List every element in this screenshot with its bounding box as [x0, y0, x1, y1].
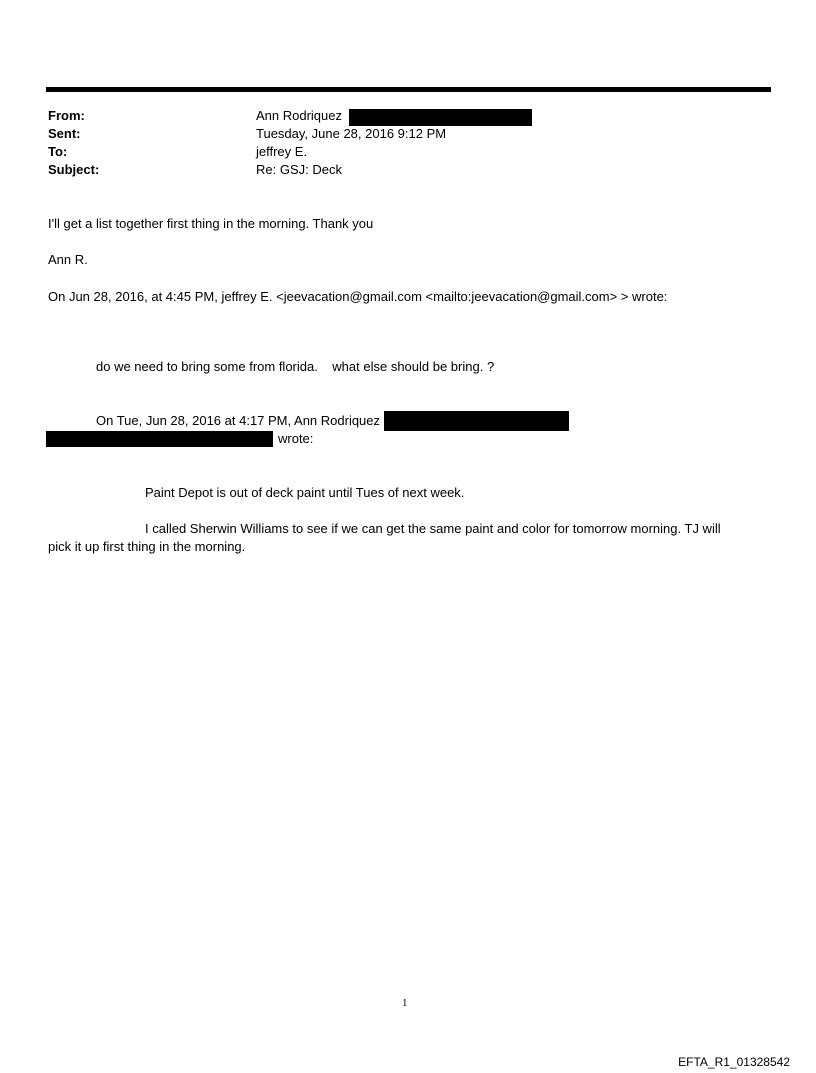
quote1-text: do we need to bring some from florida. what else should be bring. ? — [96, 359, 495, 374]
quote2-line2a: I called Sherwin Williams to see if we can get the same paint and color for tomorrow morning. TJ will — [145, 521, 721, 536]
subject-value: Re: GSJ: Deck — [256, 162, 342, 177]
quote2-line1: Paint Depot is out of deck paint until Tues of next week. — [145, 485, 465, 500]
from-value: Ann Rodriquez — [256, 108, 342, 123]
to-value: jeffrey E. — [256, 144, 308, 159]
quote2-header: On Tue, Jun 28, 2016 at 4:17 PM, Ann Rodriquez — [96, 413, 381, 428]
redaction-quote2-email-part1 — [384, 411, 569, 431]
sent-value: Tuesday, June 28, 2016 9:12 PM — [256, 126, 447, 141]
from-label: From: — [48, 108, 85, 123]
subject-label: Subject: — [48, 162, 100, 177]
redaction-from-email — [349, 109, 532, 126]
sent-label: Sent: — [48, 126, 81, 141]
page-number: 1 — [402, 997, 408, 1009]
header-divider-rule — [46, 87, 771, 92]
to-label: To: — [48, 144, 68, 159]
quote1-header: On Jun 28, 2016, at 4:45 PM, jeffrey E. <jeevacation@gmail.com <mailto:jeevacation@gmail.com> > wrote: — [48, 289, 668, 304]
quote2-line2b: pick it up first thing in the morning. — [48, 539, 246, 554]
redaction-quote2-email-part2 — [46, 431, 273, 447]
quote2-header-end: wrote: — [278, 431, 314, 446]
reply-text: I'll get a list together first thing in the morning. Thank you — [48, 216, 374, 231]
signature: Ann R. — [48, 252, 88, 267]
document-id: EFTA_R1_01328542 — [678, 1055, 790, 1069]
